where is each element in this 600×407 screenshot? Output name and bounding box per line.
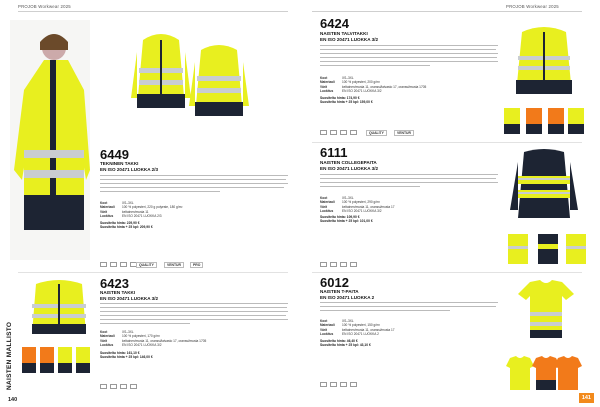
title-line: NAISTEN TALVITAKKI (320, 31, 368, 36)
title-line: EN ISO 20471 LUOKKA 3/2 (100, 295, 159, 301)
spec-value: EN ISO 20471 LUOKKA 3/2 (342, 208, 382, 213)
spec-key: Koot (320, 319, 328, 323)
title-line: EN ISO 20471 LUOKKA 2/3 (100, 166, 159, 172)
jacket-6423-variants (22, 345, 92, 375)
section-divider (18, 272, 288, 273)
spec-value: EN ISO 20471 LUOKKA 3/2 (342, 88, 382, 93)
product-title-6424 (320, 31, 378, 42)
title-line: NAISTEN COLLEGEPAITA (320, 160, 377, 165)
title-line: NAISTEN T-PAITA (320, 289, 359, 294)
product-title-6012 (320, 289, 374, 300)
page-number-left: 140 (8, 397, 18, 403)
spec-key: Koot (320, 76, 328, 80)
price-line: Suositeltu hinta + 25 kpl: 43,10 € (320, 343, 371, 348)
price-line: Suositeltu hinta: 174,90 € (320, 96, 360, 100)
quality-logo: QUALITY (366, 130, 387, 136)
spec-row (320, 89, 426, 93)
price-line: Suositeltu hinta: 46,40 € (320, 339, 358, 343)
price-line: Suositeltu hinta: 161,10 € (100, 351, 140, 355)
sweater-6111-variants (508, 232, 588, 266)
spec-value: keltainen/musta 11, oranssi/laivasto 17, oranssi/musta 1705 (122, 338, 207, 343)
spec-value: 100 % polyesteri, 170 g/m² (122, 334, 160, 339)
title-line: NAISTEN TAKKI (100, 290, 136, 295)
specs-6012 (320, 319, 395, 336)
spec-key: Materiaali (320, 80, 335, 85)
specs-6111 (320, 196, 395, 213)
sweater-6111-main (514, 146, 574, 226)
left-header: PROJOB Workwear 2025 (18, 4, 71, 9)
spec-value: keltainen/musta 11, oranssi/laivasto 17, oranssi/musta 1705 (342, 84, 427, 89)
quality-logo: QUALITY (136, 262, 157, 268)
price-line: Suositeltu hinta + 25 kpl: 209,90 € (100, 225, 153, 230)
dry-icon (340, 262, 347, 267)
bleach-icon (330, 382, 337, 387)
specs-6423 (100, 330, 206, 347)
text-lines (320, 174, 498, 190)
dry-icon (120, 262, 127, 267)
iron-icon (350, 130, 357, 135)
right-header-rule (312, 11, 582, 12)
ventur-logo: VENTUR (394, 130, 414, 136)
pricing-6111 (320, 215, 373, 224)
description-6424 (320, 45, 498, 67)
care-icons-6423 (100, 384, 137, 389)
tshirt-6012-variants (506, 356, 580, 392)
spec-key: Värit (320, 84, 328, 89)
pro-logo: PRO (190, 262, 203, 268)
jacket-6424-variants (504, 104, 584, 138)
wash-icon (320, 130, 327, 135)
product-title-6449 (100, 161, 158, 172)
price-line: Suositeltu hinta + 25 kpl: 146,00 € (100, 355, 153, 360)
price-line: Suositeltu hinta: 109,90 € (320, 215, 360, 219)
spec-value: EN ISO 20471 LUOKKA 2 (342, 331, 379, 336)
dry-icon (340, 382, 347, 387)
spec-row (100, 343, 206, 347)
spec-value: EN ISO 20471 LUOKKA 3/2 (122, 342, 162, 347)
text-lines (320, 45, 498, 67)
spec-row (100, 214, 182, 218)
product-title-6111 (320, 160, 378, 171)
wash-icon (100, 262, 107, 267)
spec-value: XS–3XL (342, 196, 354, 200)
spec-row (320, 332, 395, 336)
tshirt-6012-main (516, 280, 576, 340)
spec-key: Värit (320, 327, 328, 332)
wash-icon (320, 382, 327, 387)
care-icons-6424 (320, 130, 357, 135)
pricing-6423 (100, 351, 153, 360)
spec-value: XS–3XL (122, 330, 134, 334)
spec-value: keltainen/musta 11, oranssi/musta 17 (342, 204, 395, 209)
spec-key: Koot (100, 330, 108, 334)
spec-value: keltainen/musta 11, oranssi/musta 17 (342, 327, 395, 332)
description-6111 (320, 174, 498, 190)
price-line: Suositeltu hinta: 229,90 € (100, 221, 140, 225)
product-code-6012: 6012 (320, 275, 349, 290)
title-line: EN ISO 20471 LUOKKA 2 (320, 294, 375, 300)
spec-key: Materiaali (100, 334, 115, 339)
spec-value: keltainen/musta 11 (122, 209, 149, 214)
spec-key: Luokitus (320, 88, 334, 93)
dry-icon (120, 384, 127, 389)
spec-key: Luokitus (100, 342, 114, 347)
description-6449 (100, 175, 288, 195)
iron-icon (350, 262, 357, 267)
spec-key: Materiaali (100, 205, 115, 210)
spec-key: Materiaali (320, 200, 335, 205)
spec-key: Värit (100, 209, 108, 214)
title-line: TEKNINEN TAKKI (100, 161, 139, 166)
spec-key: Luokitus (100, 213, 114, 218)
product-title-6423 (100, 290, 158, 301)
title-line: EN ISO 20471 LUOKKA 3/2 (320, 36, 379, 42)
iron-icon (350, 382, 357, 387)
spec-key: Materiaali (320, 323, 335, 328)
pricing-6012 (320, 339, 371, 348)
dry-icon (340, 130, 347, 135)
section-divider (312, 142, 582, 143)
product-code-6111: 6111 (320, 145, 348, 160)
spec-row (320, 209, 395, 213)
care-icons-6449 (100, 262, 137, 267)
bleach-icon (110, 262, 117, 267)
spec-key: Luokitus (320, 331, 334, 336)
wash-icon (100, 384, 107, 389)
jacket-6423-photo (28, 278, 90, 338)
price-line: Suositeltu hinta + 25 kpl: 101,00 € (320, 219, 373, 224)
product-code-6424: 6424 (320, 16, 349, 31)
section-divider (312, 272, 582, 273)
bleach-icon (330, 262, 337, 267)
text-lines (320, 302, 498, 314)
spec-key: Luokitus (320, 208, 334, 213)
price-line: Suositeltu hinta + 25 kpl: 159,00 € (320, 100, 373, 105)
pricing-6449 (100, 221, 153, 230)
side-label: NAISTEN MALLISTO (6, 321, 13, 390)
iron-icon (130, 384, 137, 389)
spec-value: XS–3XL (342, 319, 354, 323)
wash-icon (320, 262, 327, 267)
spec-value: EN ISO 20471 LUOKKA 2/3 (122, 213, 162, 218)
description-6423 (100, 303, 288, 325)
left-header-rule (18, 11, 288, 12)
specs-6424 (320, 76, 426, 93)
bleach-icon (330, 130, 337, 135)
text-lines (100, 303, 288, 325)
spec-value: XS–3XL (122, 201, 134, 205)
spec-value: 100 % polyesteri, 290 g/m² (342, 200, 380, 205)
specs-6449 (100, 201, 182, 218)
model-photo-6449 (10, 20, 90, 260)
jacket-6424-main (514, 24, 574, 102)
spec-value: 100 % polyesteri, 150 g/m² (342, 323, 380, 328)
spec-value: XS–3XL (342, 76, 354, 80)
spec-key: Värit (320, 204, 328, 209)
product-code-6423: 6423 (100, 276, 129, 291)
jacket-6449-back (193, 40, 245, 135)
spec-key: Koot (320, 196, 328, 200)
spec-value: 100 % polyesteri, 220 g polyeste, 180 g/m² (122, 205, 183, 210)
care-icons-6111 (320, 262, 357, 267)
description-6012 (320, 302, 498, 314)
spec-value: 100 % polyesteri, 200 g/m² (342, 80, 380, 85)
care-icons-6012 (320, 382, 357, 387)
title-line: EN ISO 20471 LUOKKA 3/2 (320, 165, 379, 171)
pricing-6424 (320, 96, 373, 105)
jacket-6449-front (135, 28, 187, 123)
spec-key: Värit (100, 338, 108, 343)
text-lines (100, 175, 288, 195)
bleach-icon (110, 384, 117, 389)
right-header: PROJOB Workwear 2025 (506, 4, 559, 9)
page-number-right: 141 (579, 393, 594, 403)
right-page (300, 0, 600, 407)
ventur-logo: VENTUR (164, 262, 184, 268)
spec-key: Koot (100, 201, 108, 205)
product-code-6449: 6449 (100, 147, 129, 162)
